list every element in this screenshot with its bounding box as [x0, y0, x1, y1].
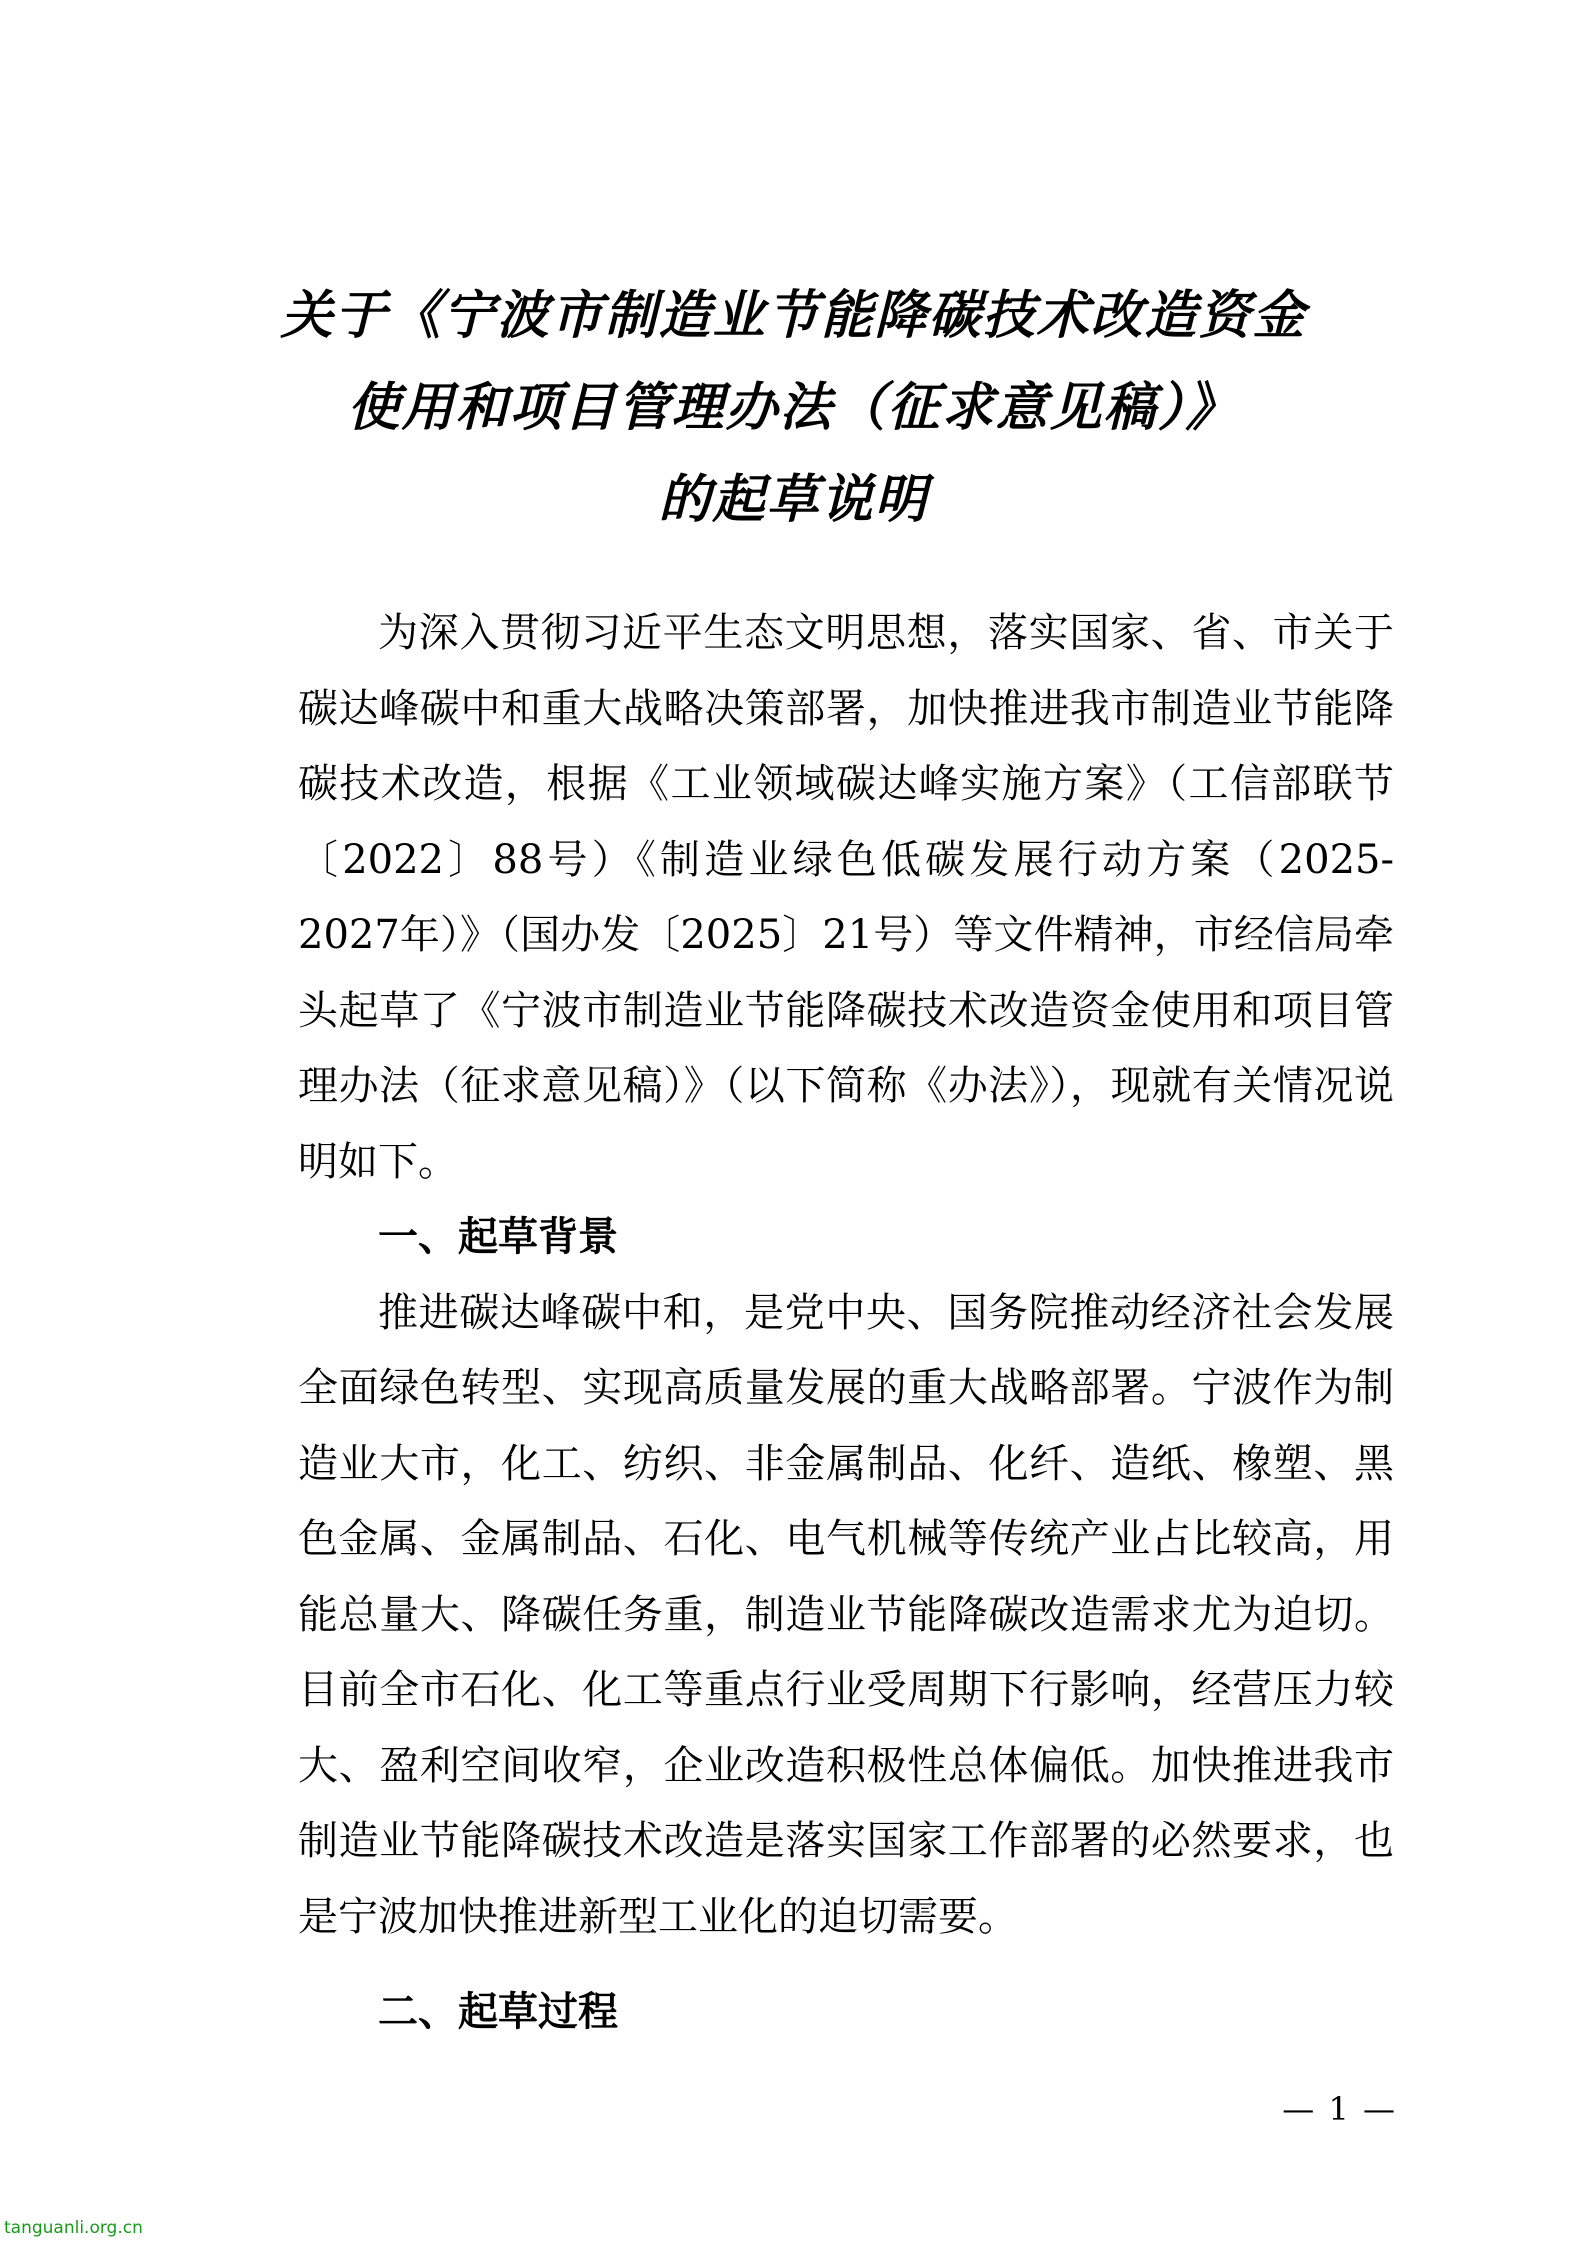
title-line-3: 的起草说明	[658, 470, 929, 530]
watermark-text: tanguanli.org.cn	[4, 2218, 143, 2238]
document-body	[298, 596, 1394, 2051]
intro-paragraph: 为深入贯彻习近平生态文明思想，落实国家、省、市关于碳达峰碳中和重大战略决策部署，加快推进我市制造业节能降碳技术改造，根据《工业领域碳达峰实施方案》（工信部联节〔2022〕88号）《制造业绿色低碳发展行动方案（2025-2027年）》（国办发〔2025〕21号）等文件精神，市经信局牵头起草了《宁波市制造业节能降碳技术改造资金使用和项目管理办法（征求意见稿）》（以下简称《办法》），现就有关情况说明如下。	[298, 610, 1394, 1185]
title-line-2: 使用和项目管理办法（征求意见稿）》	[347, 378, 1240, 438]
section-heading-process: 二、起草过程	[378, 1989, 618, 2035]
section-heading-background: 一、起草背景	[378, 1214, 618, 1260]
background-paragraph: 推进碳达峰碳中和，是党中央、国务院推动经济社会发展全面绿色转型、实现高质量发展的重大战略部署。宁波作为制造业大市，化工、纺织、非金属制品、化纤、造纸、橡塑、黑色金属、金属制品、石化、电气机械等传统产业占比较高，用能总量大、降碳任务重，制造业节能降碳改造需求尤为迫切。目前全市石化、化工等重点行业受周期下行影响，经营压力较大、盈利空间收窄，企业改造积极性总体偏低。加快推进我市制造业节能降碳技术改造是落实国家工作部署的必然要求，也是宁波加快推进新型工业化的迫切需要。	[298, 1289, 1394, 1940]
title-line-1: 关于《宁波市制造业节能降碳技术改造资金	[280, 286, 1307, 346]
document-title	[200, 270, 1387, 546]
page-number: — 1 —	[1282, 2090, 1397, 2128]
